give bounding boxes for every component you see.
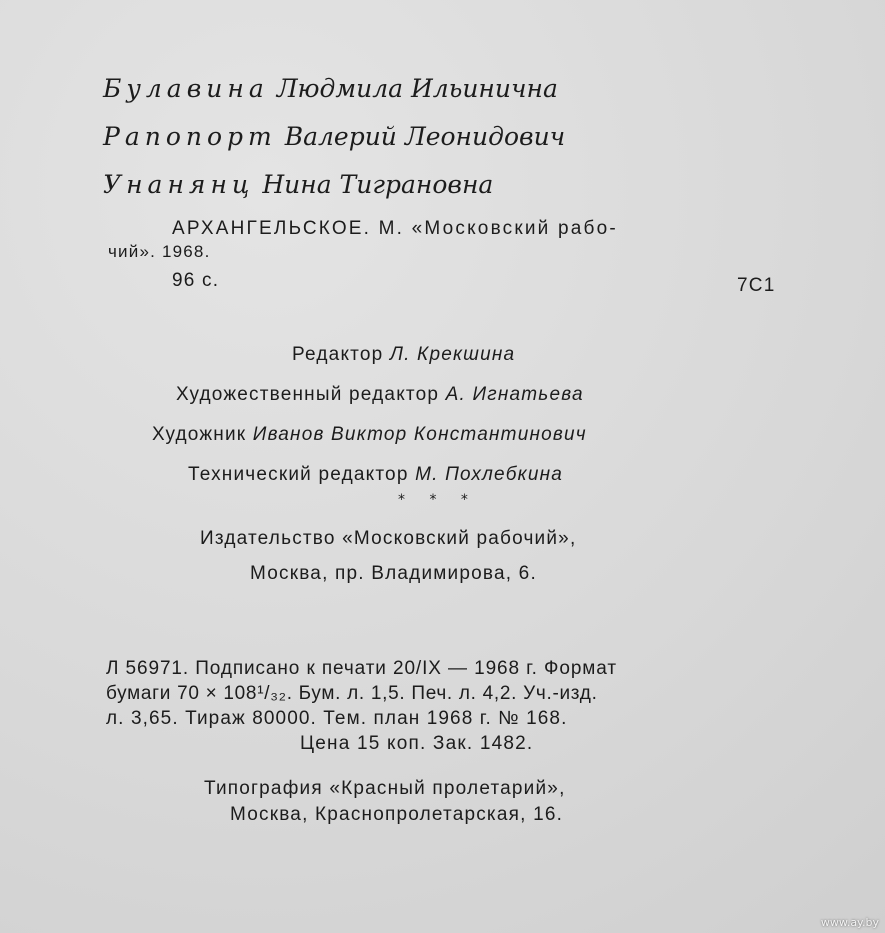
staff-role: Художественный редактор — [176, 384, 440, 405]
biblio-line-1: АРХАНГЕЛЬСКОЕ. М. «Московский рабо- — [172, 218, 618, 239]
author-1 — [103, 76, 558, 101]
imprint-line-3: л. 3,65. Тираж 80000. Тем. план 1968 г. № 168. — [106, 708, 568, 729]
staff-name: Л. Крекшина — [389, 344, 516, 365]
biblio-pages: 96 с. — [172, 270, 220, 291]
staff-artist — [152, 425, 587, 444]
staff-name: Иванов Виктор Константинович — [252, 424, 587, 445]
author-2 — [103, 124, 565, 149]
imprint-line-4: Цена 15 коп. Зак. 1482. — [300, 733, 534, 754]
publisher-name: Издательство «Московский рабочий», — [200, 528, 577, 549]
author-surname: Булавина — [103, 74, 269, 103]
staff-editor — [292, 345, 515, 364]
separator-stars: * * * — [398, 492, 478, 508]
author-given-names: Нина Тиграновна — [262, 170, 494, 199]
author-given-names: Валерий Леонидович — [284, 122, 566, 151]
publisher-address: Москва, пр. Владимирова, 6. — [250, 563, 537, 584]
staff-role: Технический редактор — [188, 464, 409, 485]
biblio-line-2: чий». 1968. — [108, 242, 211, 261]
author-surname: Рапопорт — [103, 122, 277, 151]
biblio-code: 7С1 — [737, 275, 776, 296]
staff-tech-editor — [188, 465, 563, 484]
author-3 — [103, 172, 493, 197]
staff-name: А. Игнатьева — [445, 384, 584, 405]
author-given-names: Людмила Ильинична — [276, 74, 558, 103]
author-surname: Унанянц — [103, 170, 255, 199]
staff-name: М. Похлебкина — [415, 464, 564, 485]
imprint-line-2: бумаги 70 × 108¹/₃₂. Бум. л. 1,5. Печ. л. 4,2. Уч.-изд. — [106, 683, 598, 704]
staff-role: Редактор — [292, 344, 384, 365]
watermark: www.ay.by — [820, 916, 879, 929]
imprint-line-1: Л 56971. Подписано к печати 20/IX — 1968 г. Формат — [106, 658, 617, 679]
printer-address: Москва, Краснопролетарская, 16. — [230, 804, 564, 825]
printer-name: Типография «Красный пролетарий», — [204, 778, 566, 799]
staff-art-editor — [176, 385, 584, 404]
staff-role: Художник — [152, 424, 247, 445]
